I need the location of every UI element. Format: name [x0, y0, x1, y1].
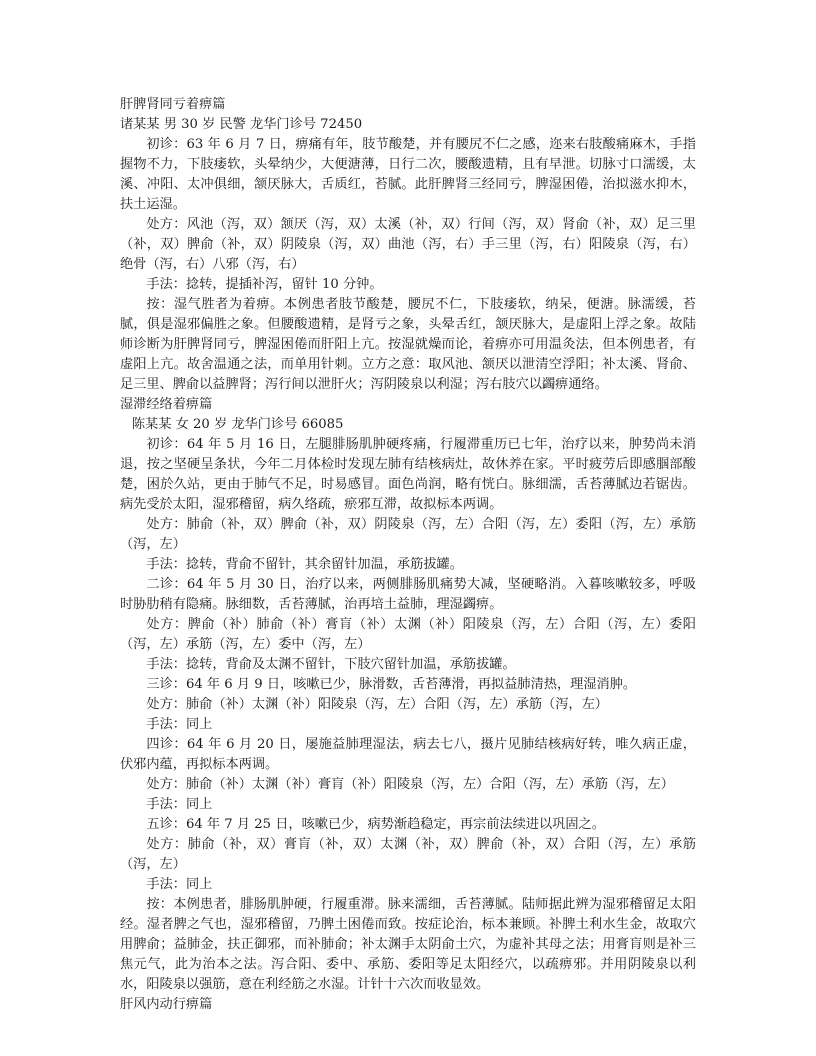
- paragraph: 处方：风池（泻，双）颔厌（泻，双）太溪（补，双）行间（泻，双）肾俞（补，双）足三里（补，双）脾俞（补，双）阴陵泉（泻，双）曲池（泻，右）手三里（泻，右）阳陵泉（泻，右）绝骨（泻，右）八邪（泻，右）: [120, 217, 696, 272]
- paragraph: 处方：肺俞（补）太渊（补）阳陵泉（泻，左）合阳（泻，左）承筋（泻，左）: [146, 697, 608, 712]
- paragraph: 二诊：64 年 5 月 30 日，治疗以来，两侧腓肠肌痛势大减，坚硬略消。入暮咳嗽较多，呼吸时胁肋稍有隐痛。脉细数，舌苔薄腻，治再培土益肺，理湿蠲痹。: [120, 577, 696, 612]
- paragraph: 处方：肺俞（补，双）膏肓（补，双）太渊（补，双）脾俞（补，双）合阳（泻，左）承筋（泻，左）: [120, 837, 696, 872]
- paragraph: 五诊：64 年 7 月 25 日，咳嗽已少，病势渐趋稳定，再宗前法续进以巩固之。: [146, 817, 605, 832]
- section-title: 肝脾肾同亏着痹篇: [120, 97, 226, 112]
- paragraph: 手法：同上: [146, 877, 213, 892]
- section-1: [120, 95, 696, 395]
- paragraph: 手法：捻转，背俞及太渊不留针，下肢穴留针加温，承筋拔罐。: [146, 657, 516, 672]
- paragraph: 手法：同上: [146, 717, 213, 732]
- paragraph: 按：本例患者，腓肠肌肿硬，行履重滞。脉来濡细，舌苔薄腻。陆师据此辨为湿邪稽留足太阳经。湿者脾之气也，湿邪稽留，乃脾土困倦而致。按症论治，标本兼顾。补脾土利水生金，故取穴用脾俞；益肺金，扶正御邪，而补肺俞；补太渊手太阴俞土穴，为虚补其母之法；用膏肓则是补三焦元气，此为治本之法。泻合阳、委中、承筋、委阳等足太阳经穴，以疏痹邪。并用阴陵泉以利水，阳陵泉以强筋，意在利经筋之水湿。计针十六次而收显效。: [120, 897, 696, 992]
- patient-info: 陈某某 女 20 岁 龙华门诊号 66085: [131, 417, 344, 432]
- paragraph: 处方：脾俞（补）肺俞（补）膏肓（补）太渊（补）阳陵泉（泻，左）合阳（泻，左）委阳（泻，左）承筋（泻，左）委中（泻，左）: [120, 617, 696, 652]
- paragraph: 手法：捻转，背俞不留针，其余留针加温，承筋拔罐。: [146, 557, 463, 572]
- paragraph: 按：湿气胜者为着痹。本例患者肢节酸楚，腰尻不仁，下肢痿软，纳呆，便溏。脉濡缓，苔腻，俱是湿邪偏胜之象。但腰酸遗精，是肾亏之象，头晕舌红，颔厌脉大，是虚阳上浮之象。故陆师诊断为肝脾肾同亏，脾湿困倦而肝阳上亢。按湿就燥而论，着痹亦可用温灸法，但本例患者，有虚阳上亢。故舍温通之法，而单用针刺。立方之意：取风池、颔厌以泄清空浮阳；补太溪、肾俞、足三里、脾俞以益脾肾；泻行间以泄肝火；泻阴陵泉以利湿；泻右肢穴以蠲痹通络。: [120, 297, 696, 392]
- paragraph: 四诊：64 年 6 月 20 日，屡施益肺理湿法，病去七八，摄片见肺结核病好转，唯久病正虚，伏邪内蕴，再拟标本两调。: [120, 737, 696, 772]
- paragraph: 三诊：64 年 6 月 9 日，咳嗽已少，脉滑数，舌苔薄滑，再拟益肺清热，理湿消肿。: [146, 677, 637, 692]
- paragraph: 处方：肺俞（补，双）脾俞（补，双）阴陵泉（泻，左）合阳（泻，左）委阳（泻，左）承筋（泻，左）: [120, 517, 696, 552]
- section-title: 肝风内动行痹篇: [120, 997, 213, 1012]
- section-title: 湿滞经络着痹篇: [120, 397, 213, 412]
- paragraph: 手法：捻转，提插补泻，留针 10 分钟。: [146, 277, 383, 292]
- patient-info: 诸某某 男 30 岁 民警 龙华门诊号 72450: [120, 117, 363, 132]
- section-2: [120, 395, 696, 995]
- paragraph: 初诊：64 年 5 月 16 日，左腿腓肠肌肿硬疼痛，行履滞重历已七年，治疗以来，肿势尚未消退，按之坚硬呈条状，今年二月体检时发现左肺有结核病灶，故休养在家。平时疲劳后即感腘部酸楚，困於久站，更由于肺气不足，时易感冒。面色尚润，略有恍白。脉细濡，舌苔薄腻边若锯齿。病先受於太阳，湿邪稽留，病久络疏，瘀邪互滞，故拟标本两调。: [120, 437, 696, 512]
- paragraph: 处方：肺俞（补）太渊（补）膏肓（补）阳陵泉（泻，左）合阳（泻，左）承筋（泻，左）: [146, 777, 674, 792]
- section-3: [120, 995, 696, 1015]
- document-body: [120, 95, 696, 1015]
- paragraph: 手法：同上: [146, 797, 213, 812]
- paragraph: 初诊：63 年 6 月 7 日，痹痛有年，肢节酸楚，并有腰尻不仁之感，迩来右肢酸痛麻木，手指握物不力，下肢痿软，头晕纳少，大便溏薄，日行二次，腰酸遗精，且有早泄。切脉寸口濡缓，太溪、冲阳、太冲俱细，颔厌脉大，舌质红，苔腻。此肝脾肾三经同亏，脾湿困倦，治拟滋水抑木，扶土运湿。: [120, 137, 696, 212]
